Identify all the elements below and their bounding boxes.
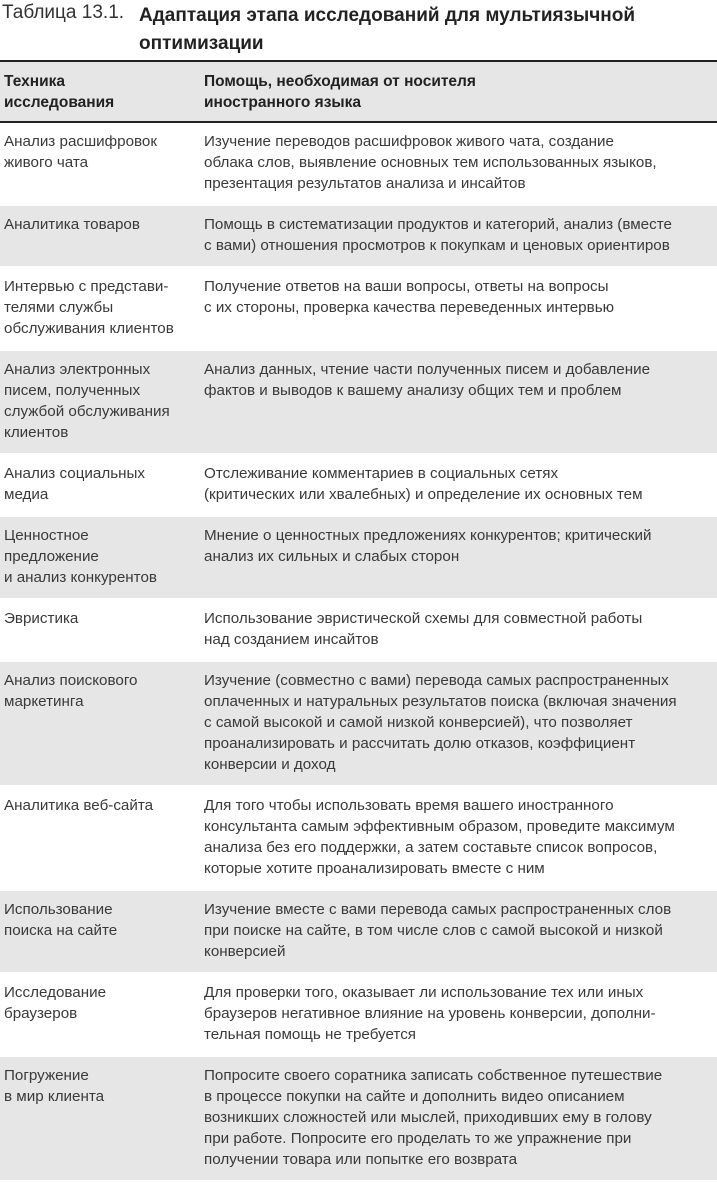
cell-line: Интервью с представи- — [4, 278, 169, 295]
cell-line: Исследование — [4, 984, 107, 1001]
cell-line: Анализ электронных — [4, 361, 151, 378]
header-help — [200, 61, 717, 122]
header-technique — [0, 61, 200, 122]
cell-line: Аналитика товаров — [4, 216, 140, 233]
cell-line: Помощь в систематизации продуктов и категорий, анализ (вместе — [204, 216, 672, 233]
table-row — [0, 454, 717, 516]
table-row — [0, 599, 717, 661]
cell-line: с вами) отношения просмотров к покупкам и ценовых ориентиров — [204, 237, 670, 254]
cell-line: фактов и выводов к вашему анализу общих тем и проблем — [204, 382, 622, 399]
cell-line: и анализ конкурентов — [4, 569, 157, 586]
cell-line: в процессе покупки на сайте и дополнить видео описанием — [204, 1088, 625, 1105]
cell-line: над созданием инсайтов — [204, 631, 379, 648]
cell-line: в мир клиента — [4, 1088, 105, 1105]
cell-technique — [0, 122, 200, 205]
cell-line: конверсии и доход — [204, 756, 336, 773]
cell-line: Анализ социальных — [4, 465, 146, 482]
cell-line: писем, полученных — [4, 382, 141, 399]
cell-line: Изучение переводов расшифровок живого чата, создание — [204, 133, 614, 150]
cell-line: маркетинга — [4, 693, 84, 710]
cell-line: поиска на сайте — [4, 922, 118, 939]
table-row — [0, 661, 717, 786]
cell-help — [200, 122, 717, 205]
cell-line: Ценностное — [4, 527, 89, 544]
cell-line: Анализ данных, чтение части полученных писем и добавление — [204, 361, 651, 378]
cell-help — [200, 786, 717, 890]
cell-line: оплаченных и натуральных результатов поиска (включая значения — [204, 693, 677, 710]
table-row — [0, 205, 717, 267]
cell-technique — [0, 350, 200, 454]
cell-line: при работе. Попросите его проделать то же упражнение при — [204, 1130, 632, 1147]
cell-line: анализа без его поддержки, а затем составьте список вопросов, — [204, 839, 658, 856]
cell-technique — [0, 599, 200, 661]
header-line: исследования — [4, 94, 115, 111]
cell-line: Эвристика — [4, 610, 79, 627]
cell-line: телями службы — [4, 299, 114, 316]
cell-line: облака слов, выявление основных тем использованных языков, — [204, 154, 657, 171]
cell-line: Мнение о ценностных предложениях конкурентов; критический — [204, 527, 652, 544]
cell-technique — [0, 661, 200, 786]
cell-line: клиентов — [4, 424, 69, 441]
cell-line: презентация результатов анализа и инсайтов — [204, 175, 526, 192]
cell-line: браузеров — [4, 1005, 78, 1022]
cell-line: Отслеживание комментариев в социальных сетях — [204, 465, 559, 482]
table-title-line: оптимизации — [139, 33, 264, 54]
cell-line: службой обслуживания — [4, 403, 170, 420]
table-body — [0, 122, 717, 1181]
research-adaptation-table — [0, 60, 717, 1182]
cell-line: Использование — [4, 901, 113, 918]
cell-help — [200, 599, 717, 661]
cell-line: консультанта самым эффективным образом, проведите максимум — [204, 818, 675, 835]
table-row — [0, 516, 717, 599]
table-title-line: Адаптация этапа исследований для мультиязычной — [139, 5, 636, 26]
cell-line: Изучение (совместно с вами) перевода самых распространенных — [204, 672, 669, 689]
cell-line: возникших сложностей или мыслей, приходивших ему в голову — [204, 1109, 652, 1126]
cell-line: предложение — [4, 548, 99, 565]
header-line: иностранного языка — [204, 94, 362, 111]
cell-line: обслуживания клиентов — [4, 320, 174, 337]
cell-help — [200, 661, 717, 786]
cell-help — [200, 350, 717, 454]
cell-technique — [0, 267, 200, 350]
cell-line: Погружение — [4, 1067, 89, 1084]
cell-line: браузеров негативное влияние на уровень конверсии, дополни- — [204, 1005, 656, 1022]
cell-line: (критических или хвалебных) и определение их основных тем — [204, 486, 643, 503]
header-line: Помощь, необходимая от носителя — [204, 73, 476, 90]
cell-technique — [0, 516, 200, 599]
table-number: Таблица 13.1. — [2, 2, 125, 23]
cell-line: Получение ответов на ваши вопросы, ответы на вопросы — [204, 278, 609, 295]
table-header — [0, 61, 717, 122]
cell-line: проанализировать и рассчитать долю отказов, коэффициент — [204, 735, 636, 752]
table-row — [0, 890, 717, 973]
cell-line: Анализ поискового — [4, 672, 138, 689]
table-row — [0, 786, 717, 890]
table-row — [0, 350, 717, 454]
cell-help — [200, 454, 717, 516]
cell-line: Для проверки того, оказывает ли использование тех или иных — [204, 984, 644, 1001]
cell-line: получении товара или попытке его возврата — [204, 1151, 518, 1168]
cell-help — [200, 516, 717, 599]
header-row — [0, 61, 717, 122]
cell-help — [200, 267, 717, 350]
cell-line: Анализ расшифровок — [4, 133, 158, 150]
header-line: Техника — [4, 73, 66, 90]
cell-line: Попросите своего соратника записать собственное путешествие — [204, 1067, 663, 1084]
cell-line: Для того чтобы использовать время вашего иностранного — [204, 797, 614, 814]
cell-technique — [0, 1056, 200, 1181]
cell-technique — [0, 786, 200, 890]
table-row — [0, 122, 717, 205]
cell-line: анализ их сильных и слабых сторон — [204, 548, 460, 565]
cell-technique — [0, 454, 200, 516]
cell-line: Аналитика веб-сайта — [4, 797, 154, 814]
table-row — [0, 1056, 717, 1181]
cell-help — [200, 973, 717, 1056]
table-row — [0, 267, 717, 350]
cell-line: при поиске на сайте, в том числе слов с самой высокой и низкой — [204, 922, 663, 939]
cell-technique — [0, 973, 200, 1056]
cell-line: которые хотите проанализировать вместе с ним — [204, 860, 545, 877]
cell-technique — [0, 890, 200, 973]
cell-help — [200, 890, 717, 973]
cell-line: медиа — [4, 486, 49, 503]
cell-help — [200, 1056, 717, 1181]
cell-line: тельная помощь не требуется — [204, 1026, 417, 1043]
cell-help — [200, 205, 717, 267]
cell-line: живого чата — [4, 154, 89, 171]
table-caption — [0, 0, 717, 60]
table-title — [139, 2, 714, 58]
cell-line: Изучение вместе с вами перевода самых распространенных слов — [204, 901, 672, 918]
cell-line: Использование эвристической схемы для совместной работы — [204, 610, 643, 627]
cell-line: с их стороны, проверка качества переведенных интервью — [204, 299, 614, 316]
table-row — [0, 973, 717, 1056]
cell-line: с самой высокой и самой низкой конверсией), что позволяет — [204, 714, 633, 731]
cell-line: конверсией — [204, 943, 286, 960]
cell-technique — [0, 205, 200, 267]
